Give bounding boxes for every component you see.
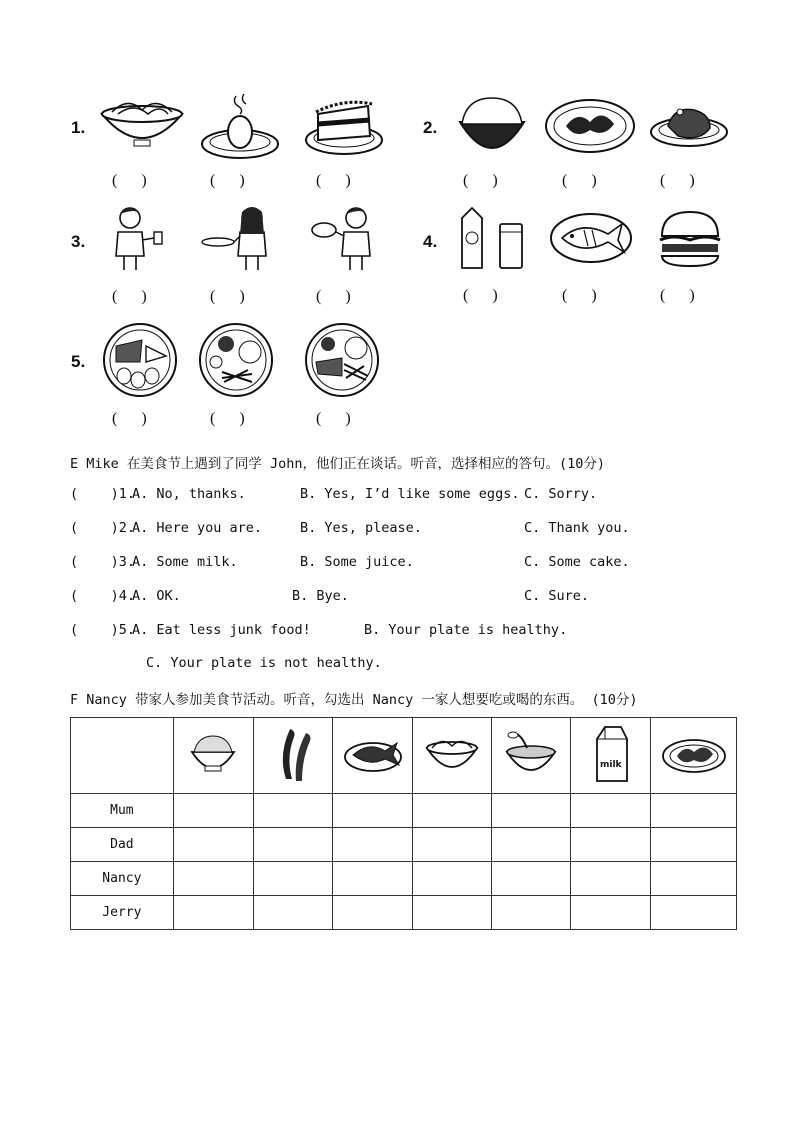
question-1-prefix[interactable]: ( )1. xyxy=(70,486,136,502)
check-cell[interactable] xyxy=(413,794,492,828)
check-cell[interactable] xyxy=(333,828,413,862)
row-label-mum: Mum xyxy=(71,794,174,828)
rice-bowl-icon xyxy=(188,734,238,774)
steak-plate-icon xyxy=(644,96,734,158)
question-4-prefix[interactable]: ( )4. xyxy=(70,588,136,604)
check-cell[interactable] xyxy=(413,862,492,896)
check-cell[interactable] xyxy=(333,794,413,828)
item-number-5: 5. xyxy=(71,352,86,371)
answer-blank[interactable]: ( ) xyxy=(562,172,597,189)
answer-blank[interactable]: ( ) xyxy=(316,172,351,189)
question-2-option-c: C. Thank you. xyxy=(524,520,630,536)
meal-plate-1-icon xyxy=(102,322,178,398)
question-4-option-c: C. Sure. xyxy=(524,588,590,604)
header-vegetable-plate xyxy=(651,718,737,794)
header-soup-bowl xyxy=(492,718,571,794)
item-number-2: 2. xyxy=(423,118,438,137)
item-number-4: 4. xyxy=(423,232,438,251)
header-sausages xyxy=(253,718,333,794)
answer-blank[interactable]: ( ) xyxy=(112,172,147,189)
check-cell[interactable] xyxy=(173,828,253,862)
cake-plate-icon xyxy=(296,94,392,160)
item-number-1: 1. xyxy=(71,118,86,137)
soup-bowl-icon xyxy=(503,730,559,778)
check-cell[interactable] xyxy=(173,862,253,896)
meal-plate-2-icon xyxy=(198,322,274,398)
table-row xyxy=(71,896,737,930)
check-cell[interactable] xyxy=(571,896,651,930)
check-cell[interactable] xyxy=(333,896,413,930)
answer-blank[interactable]: ( ) xyxy=(316,288,351,305)
question-3-option-c: C. Some cake. xyxy=(524,554,630,570)
question-2-option-a: A. Here you are. xyxy=(132,520,263,536)
question-4-option-b: B. Bye. xyxy=(292,588,349,604)
noodles-bowl-icon xyxy=(424,732,480,776)
answer-blank[interactable]: ( ) xyxy=(463,287,498,304)
question-3-option-b: B. Some juice. xyxy=(300,554,414,570)
check-cell[interactable] xyxy=(492,828,571,862)
check-cell[interactable] xyxy=(651,794,737,828)
noodles-bowl-icon xyxy=(98,92,186,154)
row-label-dad: Dad xyxy=(71,828,174,862)
fish-plate-icon xyxy=(548,208,634,268)
fish-plate-icon xyxy=(343,733,403,775)
check-cell[interactable] xyxy=(651,828,737,862)
corner-cell xyxy=(71,718,174,794)
question-3-prefix[interactable]: ( )3. xyxy=(70,554,136,570)
check-cell[interactable] xyxy=(253,862,333,896)
check-cell[interactable] xyxy=(173,794,253,828)
milk-carton-icon xyxy=(591,725,631,783)
check-cell[interactable] xyxy=(492,862,571,896)
milk-label: milk xyxy=(599,759,622,770)
answer-blank[interactable]: ( ) xyxy=(210,172,245,189)
question-5-option-c: C. Your plate is not healthy. xyxy=(146,655,382,671)
check-cell[interactable] xyxy=(253,794,333,828)
table-row xyxy=(71,828,737,862)
header-rice-bowl xyxy=(173,718,253,794)
answer-blank[interactable]: ( ) xyxy=(316,410,351,427)
answer-blank[interactable]: ( ) xyxy=(210,288,245,305)
answer-blank[interactable]: ( ) xyxy=(660,172,695,189)
section-e-title: E Mike 在美食节上遇到了同学 John，他们正在谈话。听音，选择相应的答句。(10分) xyxy=(70,456,606,472)
question-5-option-a: A. Eat less junk food! xyxy=(132,622,311,638)
check-cell[interactable] xyxy=(651,862,737,896)
girl-with-plate-icon xyxy=(200,204,280,276)
row-label-jerry: Jerry xyxy=(71,896,174,930)
check-cell[interactable] xyxy=(333,862,413,896)
question-5-prefix[interactable]: ( )5. xyxy=(70,622,136,638)
header-fish-plate xyxy=(333,718,413,794)
answer-blank[interactable]: ( ) xyxy=(210,410,245,427)
question-2-prefix[interactable]: ( )2. xyxy=(70,520,136,536)
check-cell[interactable] xyxy=(253,828,333,862)
check-cell[interactable] xyxy=(413,828,492,862)
vegetable-plate-icon xyxy=(661,732,727,776)
answer-blank[interactable]: ( ) xyxy=(463,172,498,189)
answer-blank[interactable]: ( ) xyxy=(562,287,597,304)
vegetable-plate-icon xyxy=(544,96,636,158)
food-choice-table xyxy=(70,717,737,930)
check-cell[interactable] xyxy=(173,896,253,930)
answer-blank[interactable]: ( ) xyxy=(660,287,695,304)
egg-plate-icon xyxy=(198,92,282,162)
question-1-option-b: B. Yes, I’d like some eggs. xyxy=(300,486,520,502)
check-cell[interactable] xyxy=(651,896,737,930)
boy-with-milk-icon xyxy=(108,206,166,276)
table-row xyxy=(71,862,737,896)
question-4-option-a: A. OK. xyxy=(132,588,181,604)
table-header-row xyxy=(71,718,737,794)
check-cell[interactable] xyxy=(571,828,651,862)
milk-carton-and-glass-icon xyxy=(458,206,528,272)
header-noodles-bowl xyxy=(413,718,492,794)
row-label-nancy: Nancy xyxy=(71,862,174,896)
rice-bowl-icon xyxy=(456,96,528,158)
sausages-icon xyxy=(268,725,318,783)
meal-plate-3-icon xyxy=(304,322,380,398)
header-milk-carton xyxy=(571,718,651,794)
check-cell[interactable] xyxy=(253,896,333,930)
question-2-option-b: B. Yes, please. xyxy=(300,520,422,536)
section-f-title: F Nancy 带家人参加美食节活动。听音，勾选出 Nancy 一家人想要吃或喝的东西。 (10分) xyxy=(70,692,638,708)
answer-blank[interactable]: ( ) xyxy=(112,410,147,427)
check-cell[interactable] xyxy=(571,862,651,896)
question-1-option-a: A. No, thanks. xyxy=(132,486,246,502)
check-cell[interactable] xyxy=(492,896,571,930)
question-5-option-b: B. Your plate is healthy. xyxy=(364,622,568,638)
answer-blank[interactable]: ( ) xyxy=(112,288,147,305)
table-row xyxy=(71,794,737,828)
check-cell[interactable] xyxy=(571,794,651,828)
check-cell[interactable] xyxy=(492,794,571,828)
check-cell[interactable] xyxy=(413,896,492,930)
item-number-3: 3. xyxy=(71,232,86,251)
question-1-option-c: C. Sorry. xyxy=(524,486,598,502)
boy-with-bread-icon xyxy=(310,206,382,276)
hamburger-icon xyxy=(656,206,724,272)
question-3-option-a: A. Some milk. xyxy=(132,554,238,570)
